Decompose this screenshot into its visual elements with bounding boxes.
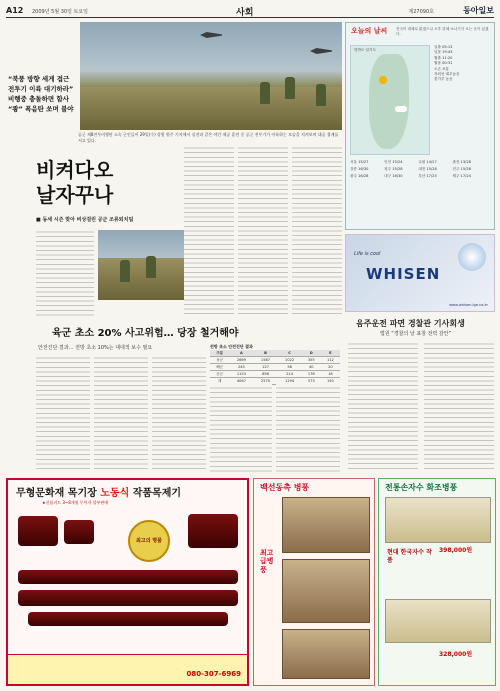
photo-ground (98, 258, 184, 300)
ad-footer (8, 654, 247, 684)
story-subhead: ■ 동세 시즌 맞아 비상걸린 공군 조류퇴치팀 (36, 217, 134, 223)
ad-title: 백선동촉 병풍 (260, 483, 310, 492)
jet-icon (200, 32, 222, 38)
product-image (385, 497, 491, 543)
cell: 178 (302, 371, 321, 378)
stats-table (210, 350, 340, 385)
pull-quote (8, 74, 80, 114)
article-body (276, 384, 340, 472)
ad-vertical-text: 최고급병풍 (260, 549, 274, 574)
cell: 20 (321, 364, 340, 371)
column-header: E (321, 350, 340, 357)
cell: 245 (229, 364, 253, 371)
cell: 4067 (229, 378, 253, 385)
page-header (6, 4, 494, 18)
column-header: D (302, 350, 321, 357)
weather-summary: 전국이 대체로 맑겠으나 오후 한때 소나기가 오는 곳이 있겠다. (396, 27, 489, 36)
section-title: 사회 (236, 8, 254, 18)
city-temp: 인천 15/24 (384, 160, 403, 164)
city-temp: 춘천 13/28 (452, 160, 471, 164)
soldier-figure (316, 84, 326, 106)
product-image (64, 520, 94, 544)
note: 월출 11:20 (434, 55, 453, 60)
column-header: B (253, 350, 277, 357)
ad-url: www.whisen.lge.co.kr (449, 303, 488, 307)
article-body (36, 228, 94, 316)
city-temp: 대전 15/28 (418, 167, 437, 171)
note: 일출 05:13 (434, 45, 453, 49)
whisen-ad (345, 234, 495, 312)
note: 자외선 매우높음 (434, 71, 460, 76)
cell: 공군 (210, 371, 229, 378)
table-row (210, 364, 340, 371)
cell: 355 (302, 357, 321, 364)
ad-title-part: 무형문화재 목기장 (16, 488, 97, 499)
cell: 2669 (229, 357, 253, 364)
article-body (292, 144, 342, 316)
cell: 58 (278, 364, 302, 371)
city-temp: 강릉 16/30 (350, 167, 369, 171)
quote-line: “쾅” 폭음탄 쏘며 불야 (8, 105, 74, 114)
article-body (210, 384, 272, 472)
cell: 1587 (253, 357, 277, 364)
product-image (18, 570, 238, 584)
city-temp: 전주 15/28 (452, 167, 471, 171)
photo-caption: 공군 제8전투비행단 소속 군인들이 29일(수) 강원 원주 기지에서 실전과 같은 야간 제공 훈련 중 공군 전투기가 이륙하는 모습을 지켜보며 대공 경계를 서고 있다. (78, 132, 339, 143)
main-headline (36, 158, 156, 208)
product-image (28, 612, 228, 626)
note: 일몰 19:43 (434, 50, 453, 55)
issue-date: 2009년 5월 30일 토요일 (32, 9, 89, 15)
article-body (152, 354, 206, 472)
ad-subtitle: ★신품키드 3~8개월 무이자 할부판매 (42, 500, 109, 505)
ad-phone: 080-307-6969 (186, 670, 241, 678)
weather-notes (434, 45, 492, 83)
right-headline: 음주운전 파면 경찰관 기사회생 (356, 319, 465, 328)
article-body (424, 340, 494, 472)
cell: 40 (302, 364, 321, 371)
cell: 계 (210, 378, 229, 385)
ad-price: 328,000원 (439, 651, 473, 658)
newspaper-logo: 동아일보 (463, 6, 494, 15)
column-header: 구분 (210, 350, 229, 357)
jet-icon (310, 48, 332, 54)
weather-box (345, 22, 495, 230)
soldier-figure (285, 77, 295, 99)
ad-title-part: 노동식 (100, 488, 130, 499)
article-body (238, 144, 288, 316)
screen-ad (253, 478, 375, 686)
issue-number: 제27090호 (408, 9, 434, 15)
product-icon (458, 243, 486, 271)
headline-line: 비켜다오 (36, 158, 114, 182)
cell: 육군 (210, 357, 229, 364)
ad-brand: WHISEN (366, 265, 441, 283)
article-body (94, 354, 148, 472)
quote-line: “북풍 방향 세게 접근 (8, 75, 70, 83)
ad-vertical-text: 현대 한국자수 작품 (387, 549, 432, 565)
product-image (18, 516, 58, 546)
korea-map-shape (369, 54, 409, 149)
woodware-ad (6, 478, 249, 686)
table-row (210, 357, 340, 364)
article-body (36, 354, 90, 472)
city-temp: 수원 14/27 (418, 160, 437, 164)
stats-title: 전방 초소 안전진단 결과 (210, 344, 253, 349)
quote-line: 비행중 충돌하면 함사 (8, 95, 70, 104)
weather-map (350, 45, 430, 155)
product-image (188, 514, 238, 548)
cell: 573 (302, 378, 321, 385)
weather-title: 오늘의 날씨 (351, 27, 388, 35)
city-temperatures (350, 159, 490, 180)
column-header: A (229, 350, 253, 357)
cell: 해군 (210, 364, 229, 371)
cell: 1153 (229, 371, 253, 378)
cloud-icon (395, 106, 407, 112)
embroidery-ad (378, 478, 496, 686)
city-temp: 광주 16/28 (350, 174, 369, 178)
city-temp: 서울 15/27 (350, 160, 369, 164)
city-temp: 대구 16/30 (384, 174, 403, 178)
note: 오존 보통 (434, 66, 450, 71)
table-row (210, 371, 340, 378)
cell: 18 (321, 371, 340, 378)
soldier-figure (146, 256, 156, 278)
product-image (282, 497, 370, 553)
main-photo (80, 22, 342, 130)
ad-title: 전통손자수 화조병풍 (385, 483, 458, 492)
army-headline: 육군 초소 20% 사고위험… 당장 철거해야 (52, 328, 239, 339)
soldier-figure (120, 260, 130, 282)
sun-icon (379, 76, 387, 84)
map-label: 한반도 일기도 (354, 48, 376, 52)
cell: 2570 (253, 378, 277, 385)
city-temp: 청주 15/28 (384, 167, 403, 171)
army-subhead: 안전진단 결과… 전방 초소 10%는 대대적 보수 필요 (38, 345, 153, 351)
cell: 856 (253, 371, 277, 378)
cell: 127 (253, 364, 277, 371)
city-temp: 제주 17/24 (452, 174, 471, 178)
product-image (385, 599, 491, 643)
page-number: A12 (6, 6, 24, 15)
quote-line: 전투기 이륙 대기하라” (8, 85, 74, 94)
product-image (282, 629, 370, 679)
note: 월몰 00:31 (434, 61, 453, 66)
city-temp: 부산 17/25 (418, 174, 437, 178)
article-body (348, 340, 418, 472)
article-body (184, 144, 234, 316)
ad-title-part: 작품목제기 (132, 488, 182, 499)
cell: 214 (278, 371, 302, 378)
headline-line: 날자꾸나 (36, 183, 114, 207)
right-subhead: 법원 “경찰의 날 표창 전력 감안” (380, 331, 452, 337)
product-image (18, 590, 238, 606)
soldiers-photo (98, 230, 184, 300)
ad-price: 398,000원 (439, 547, 473, 554)
ad-tagline: Life is cool (354, 251, 381, 257)
ad-title (16, 484, 181, 499)
soldier-figure (260, 82, 270, 104)
cell: 1022 (278, 357, 302, 364)
note: 꽃가루 높음 (434, 77, 453, 82)
cell: 1294 (278, 378, 302, 385)
column-header: C (278, 350, 302, 357)
photo-ground (80, 87, 342, 130)
product-image (282, 559, 370, 623)
cell: 112 (321, 357, 340, 364)
ad-stamp: 최고의 명품 (128, 520, 170, 562)
cell: 150 (321, 378, 340, 385)
